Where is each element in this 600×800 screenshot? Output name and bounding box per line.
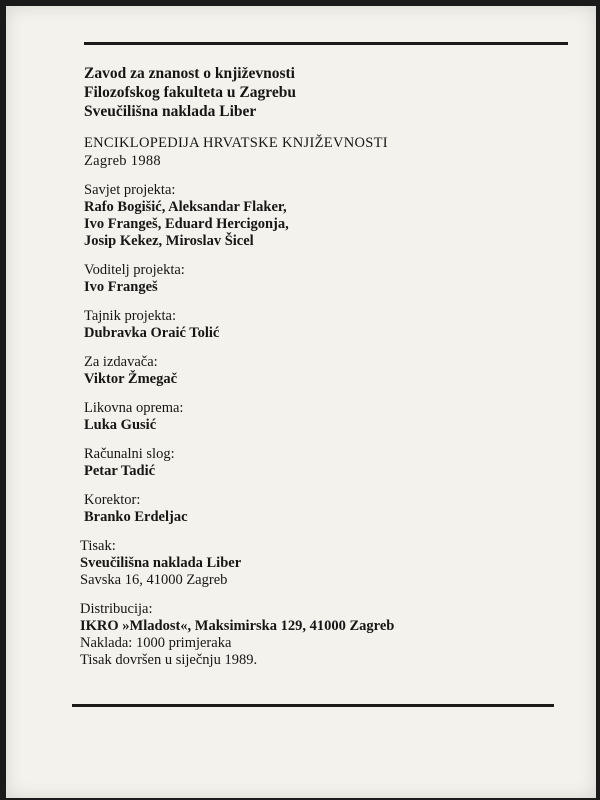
print-section xyxy=(80,538,574,589)
publisher-rep-name: Viktor Žmegač xyxy=(84,371,178,387)
distribution-copies: Naklada: 1000 primjeraka xyxy=(80,635,232,651)
proofreader-name: Branko Erdeljac xyxy=(84,509,188,525)
director-section xyxy=(84,262,574,296)
council-label: Savjet projekta: xyxy=(84,182,176,198)
print-label: Tisak: xyxy=(80,538,116,554)
distribution-label: Distribucija: xyxy=(80,601,153,617)
edition-title: ENCIKLOPEDIJA HRVATSKE KNJIŽEVNOSTI xyxy=(84,135,388,151)
council-names-3: Josip Kekez, Miroslav Šicel xyxy=(84,233,254,249)
book-page xyxy=(6,6,596,798)
council-names-2: Ivo Frangeš, Eduard Hercigonja, xyxy=(84,216,289,232)
publisher-line-1: Zavod za znanost o književnosti xyxy=(84,65,295,82)
publisher-block xyxy=(84,64,574,121)
council-section xyxy=(84,182,574,250)
edition-place-year: Zagreb 1988 xyxy=(84,153,161,169)
distribution-name: IKRO »Mladost«, Maksimirska 129, 41000 Zagreb xyxy=(80,618,395,634)
proofreader-label: Korektor: xyxy=(84,492,141,508)
publisher-line-2: Filozofskog fakulteta u Zagrebu xyxy=(84,84,296,101)
imprint-content xyxy=(80,64,574,669)
bottom-rule xyxy=(72,704,554,707)
art-name: Luka Gusić xyxy=(84,417,157,433)
art-section xyxy=(84,400,574,434)
council-names-1: Rafo Bogišić, Aleksandar Flaker, xyxy=(84,199,287,215)
edition-block xyxy=(84,134,574,170)
publisher-rep-section xyxy=(84,354,574,388)
typesetting-label: Računalni slog: xyxy=(84,446,175,462)
typesetting-name: Petar Tadić xyxy=(84,463,156,479)
proofreader-section xyxy=(84,492,574,526)
art-label: Likovna oprema: xyxy=(84,400,184,416)
print-name: Sveučilišna naklada Liber xyxy=(80,555,242,571)
director-label: Voditelj projekta: xyxy=(84,262,185,278)
print-address: Savska 16, 41000 Zagreb xyxy=(80,572,228,588)
secretary-label: Tajnik projekta: xyxy=(84,308,176,324)
publisher-rep-label: Za izdavača: xyxy=(84,354,158,370)
secretary-name: Dubravka Oraić Tolić xyxy=(84,325,220,341)
publisher-line-3: Sveučilišna naklada Liber xyxy=(84,103,257,120)
distribution-section xyxy=(80,601,574,669)
secretary-section xyxy=(84,308,574,342)
director-name: Ivo Frangeš xyxy=(84,279,158,295)
distribution-completed: Tisak dovršen u siječnju 1989. xyxy=(80,652,258,668)
top-rule xyxy=(84,42,568,45)
typesetting-section xyxy=(84,446,574,480)
